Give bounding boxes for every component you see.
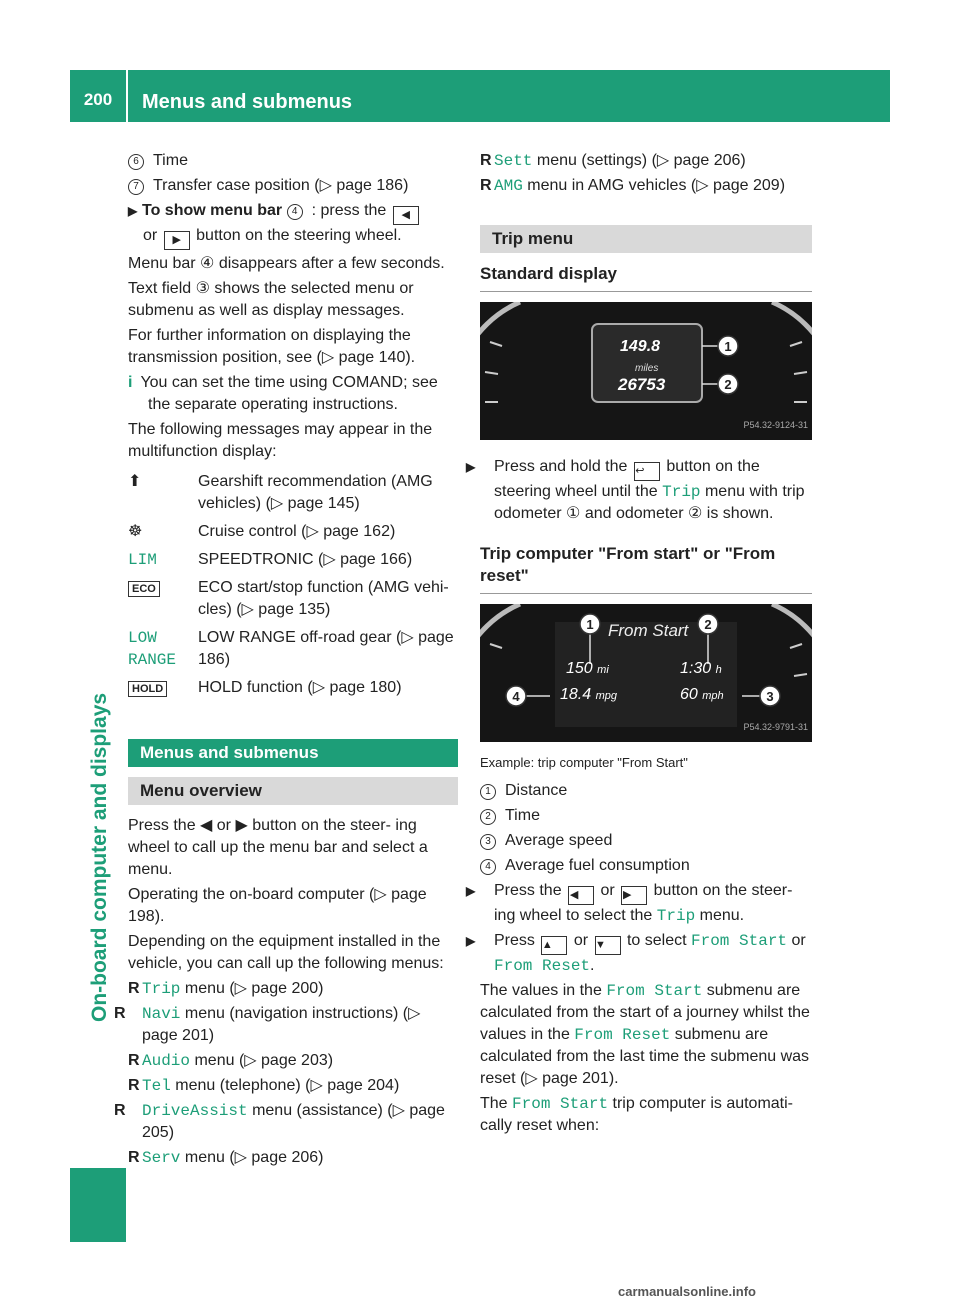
info-note: i You can set the time using COMAND; see the separate operating instructions.: [128, 374, 438, 413]
right-column: [466, 150, 812, 1140]
svg-text:2: 2: [704, 617, 712, 632]
svg-text:2: 2: [724, 377, 732, 392]
message-row: LIM SPEEDTRONIC (▷ page 166): [128, 551, 413, 569]
fuel-value: 18.4 mpg: [560, 686, 617, 703]
bullet-icon: R: [128, 1052, 140, 1069]
figure-code: P54.32-9124-31: [743, 420, 808, 430]
step-show-menu-bar: ▶ To show menu bar 4 : press the ◀ or ▶ button on the steering wheel.: [128, 200, 458, 250]
legend-item: 4 Average fuel consumption: [480, 855, 812, 877]
hold-icon: HOLD: [128, 677, 198, 699]
svg-text:4: 4: [512, 689, 520, 704]
list-item: R Navi menu (navigation instructions) (▷ page 201): [114, 1005, 421, 1044]
para-press: Press the ◀ or ▶ button on the steer- ing wheel to call up the menu bar and select a menu.: [128, 817, 428, 878]
distance-value: 150 mi: [566, 660, 609, 677]
up-arrow-key-icon: ▲: [541, 936, 567, 955]
trip-odometer-value: 149.8: [620, 338, 661, 355]
bullet-icon: R: [114, 1005, 126, 1022]
callout-icon: 2: [480, 809, 496, 825]
legend-item: 2 Time: [480, 805, 812, 827]
bullet-icon: R: [128, 1149, 140, 1166]
time-value: 1:30 h: [680, 660, 722, 677]
list-item: R AMG menu in AMG vehicles (▷ page 209): [480, 177, 786, 195]
message-row: LOW RANGE LOW RANGE off-road gear (▷ page 186): [128, 629, 454, 669]
legend-item-6: 6 Time: [128, 150, 458, 172]
legend-item-7: 7 Transfer case position (▷ page 186): [128, 175, 458, 197]
page-number: 200: [83, 90, 113, 109]
step-select-submenu: ▶ Press ▲ or ▼ to select From Start or From Reset.: [466, 932, 806, 975]
instrument-figure-standard: [480, 302, 812, 440]
bullet-icon: R: [128, 980, 140, 997]
cruise-control-icon: ☸: [128, 523, 143, 540]
callout-icon: 3: [480, 834, 496, 850]
sidebar: [70, 122, 126, 1242]
bullet-icon: R: [480, 177, 492, 194]
step-select-trip: ▶ Press the ◀ or ▶ button on the steer- ing wheel to select the Trip menu.: [466, 882, 793, 925]
para-messages: The following messages may appear in the multifunction display:: [128, 421, 433, 460]
list-item: R Trip menu (▷ page 200): [128, 980, 324, 998]
bullet-icon: R: [128, 1077, 140, 1094]
callout-icon: 1: [480, 784, 496, 800]
page-header: [70, 70, 890, 122]
heading-trip-computer: Trip computer "From start" or "From reset": [480, 543, 812, 594]
left-arrow-key-icon: ◀: [393, 206, 419, 225]
right-arrow-key-icon: ▶: [621, 886, 647, 905]
bullet-icon: R: [480, 152, 492, 169]
header-separator: [126, 70, 128, 122]
trip-title: From Start: [608, 621, 689, 640]
para-operating: Operating the on-board computer (▷ page 198).: [128, 886, 427, 925]
sidebar-tab: [70, 1168, 126, 1242]
message-row: ☸ Cruise control (▷ page 162): [128, 521, 458, 543]
heading-standard-display: Standard display: [480, 263, 812, 292]
list-item: R Sett menu (settings) (▷ page 206): [480, 152, 746, 170]
para-further-info: For further information on displaying the transmission position, see (▷ page 140).: [128, 327, 416, 366]
para-menu-bar: Menu bar ④ disappears after a few seconds.: [128, 255, 445, 272]
instrument-figure-trip: [480, 604, 812, 742]
step-arrow-icon: ▶: [466, 934, 476, 948]
miles-label: miles: [635, 363, 659, 374]
speed-value: 60 mph: [680, 686, 724, 703]
message-row: ⬆ Gearshift recommendation (AMG vehicles) (▷ page 145): [128, 471, 458, 515]
svg-text:1: 1: [724, 339, 732, 354]
gearshift-icon: ⬆: [128, 473, 142, 490]
down-arrow-key-icon: ▼: [595, 936, 621, 955]
para-text-field: Text field ③ shows the selected menu or submenu as well as display messages.: [128, 280, 414, 319]
right-arrow-key-icon: ▶: [164, 231, 190, 250]
back-key-icon: ↩: [634, 462, 660, 481]
eco-icon: ECO: [128, 577, 198, 621]
step-arrow-icon: ▶: [128, 204, 138, 218]
list-item: R Serv menu (▷ page 206): [128, 1149, 324, 1167]
heading-menus-submenus: Menus and submenus: [128, 739, 458, 767]
step-press-hold: ▶ Press and hold the ↩ button on the steering wheel until the Trip menu with trip odometer ① and odometer ② is shown.: [466, 458, 805, 522]
section-title: Menus and submenus: [142, 91, 353, 113]
odometer-value: 26753: [618, 375, 666, 394]
figure-code: P54.32-9791-31: [743, 722, 808, 732]
heading-trip-menu: Trip menu: [480, 225, 812, 253]
figure-caption: Example: trip computer "From Start": [480, 755, 688, 770]
para-depending: Depending on the equipment installed in the vehicle, you can call up the following menus:: [128, 933, 444, 972]
heading-menu-overview: Menu overview: [128, 777, 458, 805]
para-values: The values in the From Start submenu are calculated from the start of a journey whilst the values in the From Reset submenu are calculated from the last time the submenu was reset (▷ page 201).: [480, 982, 810, 1087]
callout-7-icon: 7: [128, 179, 144, 195]
list-item: R Tel menu (telephone) (▷ page 204): [128, 1077, 400, 1095]
step-arrow-icon: ▶: [466, 460, 476, 474]
low-range-symbol: LOW RANGE: [128, 629, 177, 669]
list-item: R DriveAssist menu (assistance) (▷ page 205): [114, 1102, 445, 1141]
legend-item: 3 Average speed: [480, 830, 812, 852]
svg-text:1: 1: [586, 617, 594, 632]
list-item: R Audio menu (▷ page 203): [128, 1052, 334, 1070]
message-row: ECO ECO start/stop function (AMG vehi- cles) (▷ page 135): [128, 577, 458, 621]
sidebar-label: On-board computer and displays: [88, 692, 111, 1022]
legend-item: 1 Distance: [480, 780, 812, 802]
bullet-icon: R: [114, 1102, 126, 1119]
message-row: HOLD HOLD function (▷ page 180): [128, 677, 458, 699]
callout-6-icon: 6: [128, 154, 144, 170]
sidebar-label-box: [80, 282, 120, 1032]
step-arrow-icon: ▶: [466, 884, 476, 898]
lim-symbol: LIM: [128, 551, 157, 569]
left-arrow-key-icon: ◀: [568, 886, 594, 905]
info-icon: i: [128, 374, 133, 391]
left-column: [114, 150, 458, 1172]
svg-text:3: 3: [766, 689, 774, 704]
watermark: carmanualsonline.info: [618, 1284, 756, 1299]
callout-icon: 4: [480, 859, 496, 875]
callout-4-icon: 4: [287, 204, 303, 220]
para-auto-reset: The From Start trip computer is automati- cally reset when:: [480, 1095, 794, 1134]
